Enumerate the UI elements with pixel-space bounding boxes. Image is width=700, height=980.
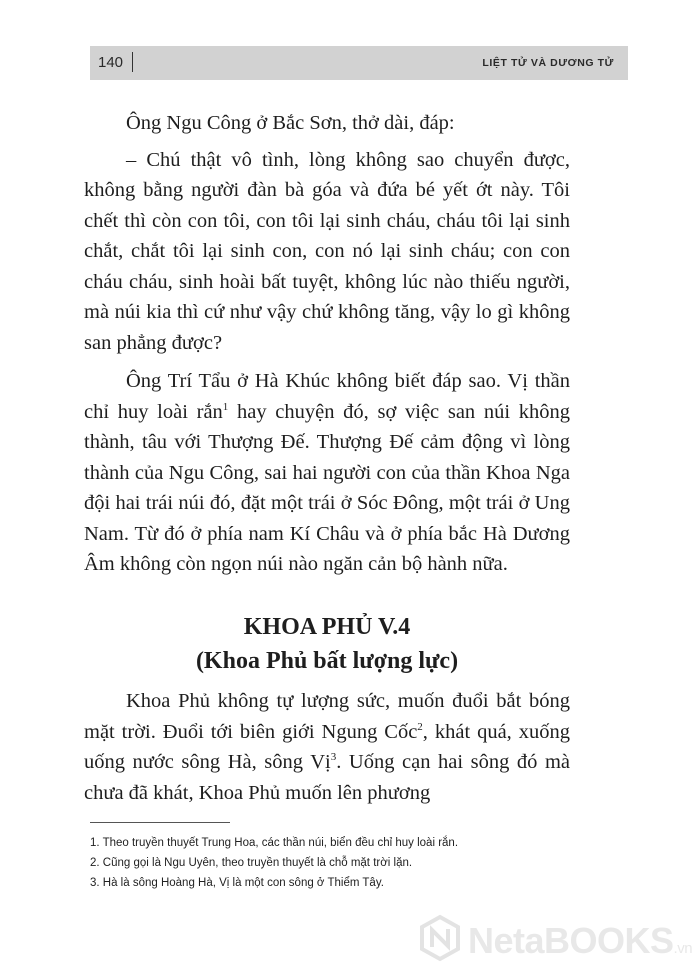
paragraph-4-text-c: . Uống cạn hai sông đó mà chưa đã khát, Khoa Phủ muốn lên phương xyxy=(84,751,570,804)
section-heading xyxy=(84,610,570,678)
footnote-divider xyxy=(90,822,230,823)
watermark-brand-text: NetaBOOKS xyxy=(468,920,674,961)
paragraph-3-text-a: Ông Trí Tẩu ở Hà Khúc không biết đáp sao. Vị thần chỉ huy loài rắn xyxy=(84,370,570,423)
section-subtitle: (Khoa Phủ bất lượng lực) xyxy=(195,648,459,674)
paragraph-2: – Chú thật vô tình, lòng không sao chuyển được, không bằng người đàn bà góa và đứa bé yết ớt này. Tôi chết thì còn con tôi, con tôi lại sinh cháu, cháu tôi lại sinh chắt, chắt tôi lại sinh con, con nó lại sinh cháu; con con cháu cháu, sinh hoài bất tuyệt, không lúc nào thiếu người, mà núi kia thì cứ như vậy chứ không tăng, vậy lo gì không san phẳng được? xyxy=(84,148,570,354)
footnote-ref-1: 1 xyxy=(222,400,229,413)
footnote-ref-3: 3 xyxy=(330,751,337,764)
section-title: KHOA PHỦ V.4 xyxy=(243,614,411,640)
paragraph-4-text-a: Khoa Phủ không tự lượng sức, muốn đuổi bắt bóng mặt trời. Đuổi tới biên giới Ngung Cốc xyxy=(84,690,570,743)
watermark-suffix: .vn xyxy=(673,940,693,957)
body-text-upper xyxy=(84,108,570,580)
running-title: LIỆT TỬ VÀ DƯƠNG TỬ xyxy=(482,57,614,69)
page-number: 140 xyxy=(98,54,124,71)
footnotes xyxy=(90,833,590,893)
page-header xyxy=(90,46,628,80)
paragraph-3-text-b: hay chuyện đó, sợ việc san núi không thành, tâu với Thượng Đế. Thượng Đế cảm động vì lòng thành của Ngu Công, sai hai người con của thần Khoa Nga đội hai trái núi đó, đặt một trái ở Sóc Đông, một trái ở Ung Nam. Từ đó ở phía nam Kí Châu và ở phía bắc Hà Dương Âm không còn ngọn núi nào ngăn cản bộ hành nữa. xyxy=(84,400,570,575)
footnote-3: 3. Hà là sông Hoàng Hà, Vị là một con sông ở Thiểm Tây. xyxy=(90,877,384,889)
paragraph-1: Ông Ngu Công ở Bắc Sơn, thở dài, đáp: xyxy=(126,112,455,134)
watermark xyxy=(418,908,693,970)
footnote-2: 2. Cũng gọi là Ngu Uyên, theo truyền thuyết là chỗ mặt trời lặn. xyxy=(90,857,413,869)
paragraph-4 xyxy=(84,686,570,808)
paragraph-4-text-b: , khát quá, xuống uống nước sông Hà, sông Vị xyxy=(84,720,570,773)
logo-icon xyxy=(418,914,462,962)
footnote-ref-2: 2 xyxy=(417,720,423,733)
watermark-brand xyxy=(468,920,692,962)
footnote-1: 1. Theo truyền thuyết Trung Hoa, các thần núi, biển đều chỉ huy loài rắn. xyxy=(90,837,459,849)
paragraph-3 xyxy=(84,366,570,580)
body-text-lower xyxy=(84,686,570,808)
header-divider xyxy=(132,52,133,72)
